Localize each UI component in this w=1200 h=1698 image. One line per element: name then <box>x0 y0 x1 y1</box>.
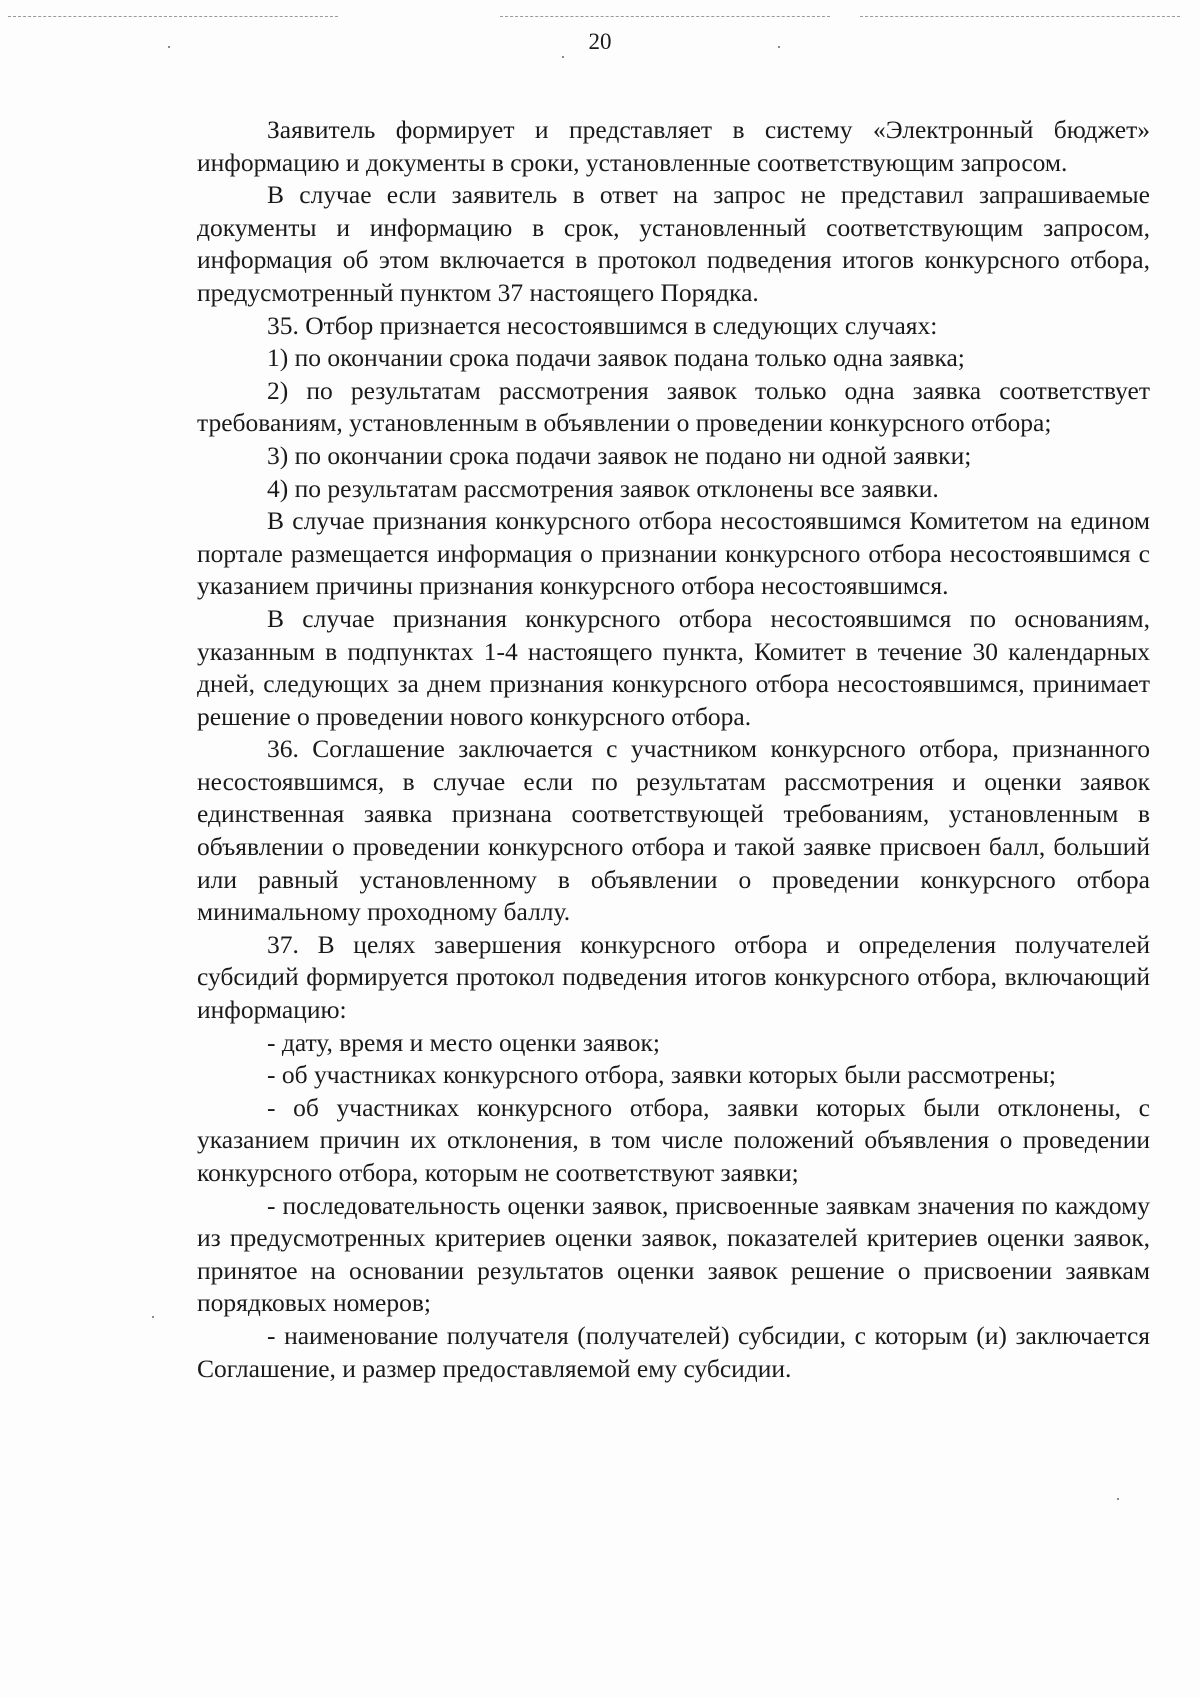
scan-edge-mark <box>8 16 338 18</box>
scan-speck <box>1117 1498 1119 1500</box>
scan-speck <box>562 56 564 58</box>
scan-edge-mark <box>860 16 1180 18</box>
paragraph: - об участниках конкурсного отбора, заявки которых были отклонены, с указанием причин их отклонения, в том числе положений объявления о проведении конкурсного отбора, которым не соответствуют заявки; <box>197 1092 1150 1187</box>
scan-speck <box>152 1316 154 1318</box>
paragraph: 36. Соглашение заключается с участником конкурсного отбора, признанного несостоявшимся, в случае если по результатам рассмотрения и оценки заявок единственная заявка признана соответствующей требованиям, установленным в объявлении о проведении конкурсного отбора и такой заявке присвоен балл, больший или равный установленному в объявлении о проведении конкурсного отбора минимальному проходному баллу. <box>197 734 1150 927</box>
scan-edge-mark <box>500 16 830 18</box>
paragraph: - об участниках конкурсного отбора, заявки которых были рассмотрены; <box>267 1060 1056 1090</box>
paragraph: - наименование получателя (получателей) субсидии, с которым (и) заключается Соглашение, и размер предоставляемой ему субсидии. <box>197 1320 1150 1383</box>
paragraph: Заявитель формирует и представляет в систему «Электронный бюджет» информацию и документы в сроки, установленные соответствующим запросом. <box>197 115 1150 177</box>
paragraph: - последовательность оценки заявок, присвоенные заявкам значения по каждому из предусмотренных критериев оценки заявок, показателей критериев оценки заявок, принятое на основании результатов оценки заявок решение о присвоении заявкам порядковых номеров; <box>197 1190 1150 1318</box>
paragraph: 37. В целях завершения конкурсного отбора и определения получателей субсидий формируется протокол подведения итогов конкурсного отбора, включающий информацию: <box>197 929 1150 1025</box>
document-body <box>197 114 1150 1385</box>
paragraph: В случае признания конкурсного отбора несостоявшимся по основаниям, указанным в подпунктах 1-4 настоящего пункта, Комитет в течение 30 календарных дней, следующих за днем признания конкурсного отбора несостоявшимся, принимает решение о проведении нового конкурсного отбора. <box>197 603 1150 731</box>
paragraph: - дату, время и место оценки заявок; <box>267 1027 660 1057</box>
paragraph: 35. Отбор признается несостоявшимся в следующих случаях: <box>267 310 938 340</box>
paragraph: 1) по окончании срока подачи заявок подана только одна заявка; <box>267 343 965 373</box>
paragraph: В случае если заявитель в ответ на запрос не представил запрашиваемые документы и информацию в срок, установленный соответствующим запросом, информация об этом включается в протокол подведения итогов конкурсного отбора, предусмотренный пунктом 37 настоящего Порядка. <box>197 180 1150 307</box>
page-number: 20 <box>588 29 612 54</box>
paragraph: 2) по результатам рассмотрения заявок только одна заявка соответствует требованиям, установленным в объявлении о проведении конкурсного отбора; <box>197 375 1150 438</box>
paragraph: 4) по результатам рассмотрения заявок отклонены все заявки. <box>267 473 939 503</box>
paragraph: В случае признания конкурсного отбора несостоявшимся Комитетом на едином портале размещается информация о признании конкурсного отбора несостоявшимся с указанием причины признания конкурсного отбора несостоявшимся. <box>197 506 1150 601</box>
paragraph: 3) по окончании срока подачи заявок не подано ни одной заявки; <box>267 440 972 470</box>
